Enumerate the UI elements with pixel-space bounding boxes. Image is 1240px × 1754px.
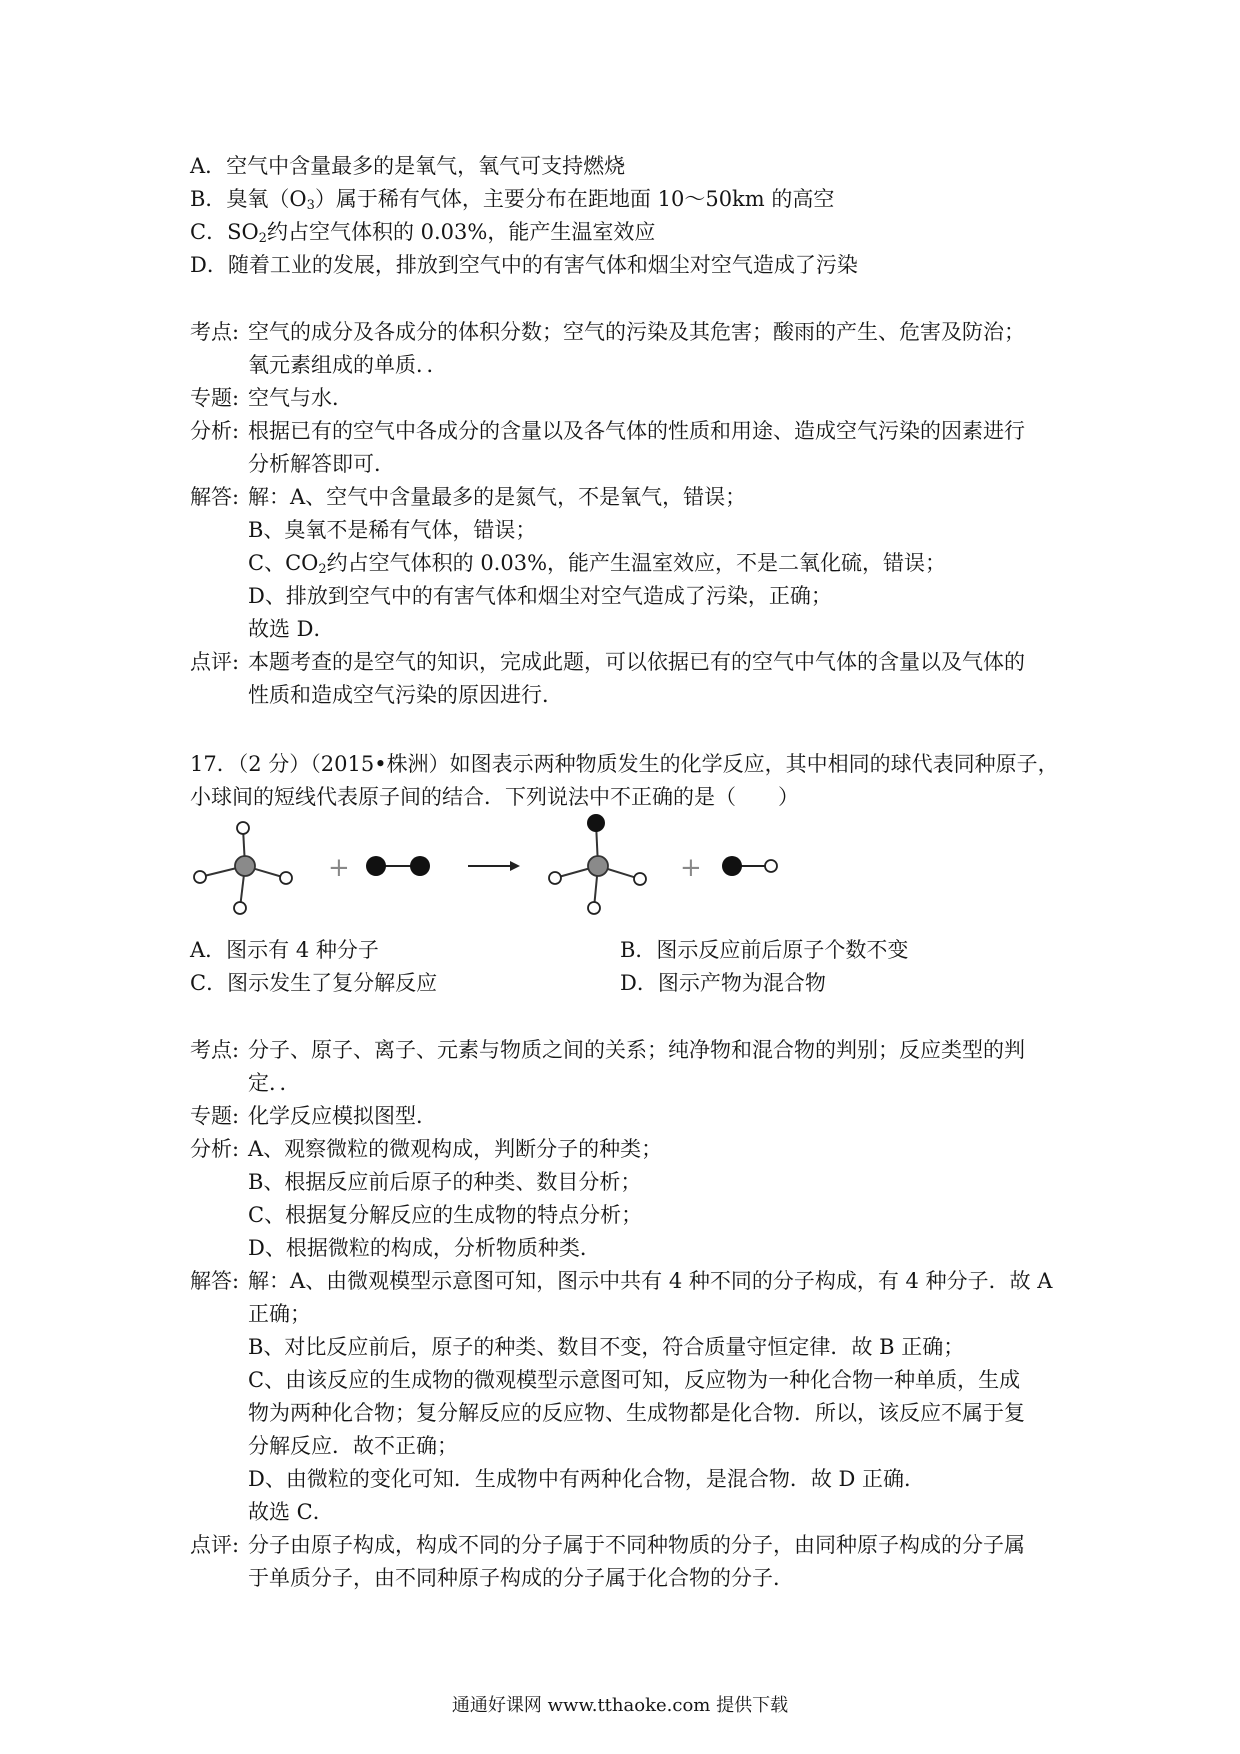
q16-dianping-label: 点评: xyxy=(190,650,240,674)
q17-fenxi-text-4: D、根据微粒的构成，分析物质种类． xyxy=(248,1236,601,1260)
q16-option-c xyxy=(190,216,655,248)
q17-option-b: B．图示反应前后原子个数不变 xyxy=(620,938,909,962)
q16-dianping-text-2: 性质和造成空气污染的原因进行． xyxy=(248,683,563,707)
q17-kaodian-text-2: 定．． xyxy=(248,1071,301,1095)
q16-fenxi-text-1: 根据已有的空气中各成分的含量以及各气体的性质和用途、造成空气污染的因素进行 xyxy=(248,419,1025,443)
q17-fenxi-text-1: A、观察微粒的微观构成，判断分子的种类； xyxy=(248,1137,663,1161)
product-molecule-2 xyxy=(722,856,777,876)
q17-dianping-label: 点评: xyxy=(190,1533,240,1557)
q16-option-c-sub: 2 xyxy=(258,231,267,246)
q17-jieda-label: 解答: xyxy=(190,1269,240,1293)
q17-fenxi xyxy=(190,1133,662,1165)
q17-option-a: A．图示有 4 种分子 xyxy=(190,938,379,962)
q16-jieda-text-2: B、臭氧不是稀有气体，错误； xyxy=(248,518,537,542)
q16-jieda-label: 解答: xyxy=(190,485,240,509)
q17-option-c: C．图示发生了复分解反应 xyxy=(190,971,438,995)
q17-jieda-text-8: 故选 C． xyxy=(248,1500,334,1524)
q16-option-b xyxy=(190,183,834,215)
q16-option-b-sub: 3 xyxy=(306,198,315,213)
q16-jieda-3-sub: 2 xyxy=(318,562,327,577)
q17-jieda-text-6: 分解反应．故不正确； xyxy=(248,1434,458,1458)
q16-jieda-3-pre: C、CO xyxy=(248,551,319,575)
q17-kaodian xyxy=(190,1034,1025,1066)
q17-dianping-text-1: 分子由原子构成，构成不同的分子属于不同种物质的分子，由同种原子构成的分子属 xyxy=(248,1533,1025,1557)
reaction-diagram xyxy=(180,780,820,955)
q16-jieda-text-4: D、排放到空气中的有害气体和烟尘对空气造成了污染，正确； xyxy=(248,584,832,608)
q17-stem-1: 17．（2 分）（2015•株洲）如图表示两种物质发生的化学反应，其中相同的球代表同种原子， xyxy=(190,752,1059,776)
q16-kaodian-label: 考点: xyxy=(190,320,240,344)
q16-jieda xyxy=(190,481,746,513)
q17-jieda-text-4: C、由该反应的生成物的微观模型示意图可知，反应物为一种化合物一种单质，生成 xyxy=(248,1368,1021,1392)
q17-stem-2: 小球间的短线代表原子间的结合．下列说法中不正确的是（ ） xyxy=(190,785,799,809)
q16-jieda-text-1: 解：A、空气中含量最多的是氮气，不是氧气，错误； xyxy=(248,485,747,509)
reaction-arrow xyxy=(468,861,520,871)
q17-option-d: D．图示产物为混合物 xyxy=(620,971,826,995)
q16-option-a: A．空气中含量最多的是氧气，氧气可支持燃烧 xyxy=(190,154,626,178)
q16-kaodian-text-1: 空气的成分及各成分的体积分数；空气的污染及其危害；酸雨的产生、危害及防治； xyxy=(248,320,1025,344)
q17-dianping-text-2: 于单质分子，由不同种原子构成的分子属于化合物的分子． xyxy=(248,1566,794,1590)
q16-jieda-text-3 xyxy=(248,547,946,579)
q17-fenxi-text-2: B、根据反应前后原子的种类、数目分析； xyxy=(248,1170,642,1194)
q16-fenxi-label: 分析: xyxy=(190,419,240,443)
plus-sign-1: + xyxy=(328,853,350,883)
q16-option-b-post: ）属于稀有气体，主要分布在距地面 10～50km 的高空 xyxy=(314,187,835,211)
q16-fenxi xyxy=(190,415,1025,447)
q16-jieda-3-post: 约占空气体积的 0.03%，能产生温室效应，不是二氧化硫，错误； xyxy=(326,551,947,575)
q17-zhuanti xyxy=(190,1100,437,1132)
q16-option-d: D．随着工业的发展，排放到空气中的有害气体和烟尘对空气造成了污染 xyxy=(190,253,858,277)
q17-zhuanti-text: 化学反应模拟图型． xyxy=(248,1104,437,1128)
reactant-molecule-1 xyxy=(194,822,292,914)
q16-option-c-post: 约占空气体积的 0.03%，能产生温室效应 xyxy=(266,220,656,244)
q16-zhuanti-label: 专题: xyxy=(190,386,240,410)
q16-option-b-pre: B．臭氧（O xyxy=(190,187,307,211)
q17-jieda-text-3: B、对比反应前后，原子的种类、数目不变，符合质量守恒定律．故 B 正确； xyxy=(248,1335,965,1359)
q16-kaodian-text-2: 氧元素组成的单质．． xyxy=(248,353,448,377)
q16-zhuanti-text: 空气与水． xyxy=(248,386,353,410)
q17-jieda-text-5: 物为两种化合物；复分解反应的反应物、生成物都是化合物．所以，该反应不属于复 xyxy=(248,1401,1025,1425)
q17-jieda-text-7: D、由微粒的变化可知．生成物中有两种化合物，是混合物．故 D 正确． xyxy=(248,1467,926,1491)
q17-jieda xyxy=(190,1265,1052,1297)
q16-fenxi-text-2: 分析解答即可． xyxy=(248,452,395,476)
product-molecule-1 xyxy=(549,814,646,914)
q16-zhuanti xyxy=(190,382,353,414)
q17-kaodian-text-1: 分子、原子、离子、元素与物质之间的关系；纯净物和混合物的判别；反应类型的判 xyxy=(248,1038,1025,1062)
plus-sign-2: + xyxy=(680,853,702,883)
q17-dianping xyxy=(190,1529,1025,1561)
q16-kaodian xyxy=(190,316,1025,348)
q17-jieda-text-2: 正确； xyxy=(248,1302,311,1326)
q17-fenxi-text-3: C、根据复分解反应的生成物的特点分析； xyxy=(248,1203,643,1227)
reactant-molecule-2 xyxy=(366,856,430,876)
q16-jieda-text-5: 故选 D． xyxy=(248,617,335,641)
q16-dianping-text-1: 本题考查的是空气的知识，完成此题，可以依据已有的空气中气体的含量以及气体的 xyxy=(248,650,1025,674)
q17-zhuanti-label: 专题: xyxy=(190,1104,240,1128)
q17-fenxi-label: 分析: xyxy=(190,1137,240,1161)
q16-option-c-pre: C．SO xyxy=(190,220,259,244)
q17-jieda-text-1: 解：A、由微观模型示意图可知，图示中共有 4 种不同的分子构成，有 4 种分子．故 A xyxy=(248,1269,1053,1293)
page-footer: 通通好课网 www.tthaoke.com 提供下载 xyxy=(451,1695,789,1716)
q16-dianping xyxy=(190,646,1025,678)
q17-kaodian-label: 考点: xyxy=(190,1038,240,1062)
